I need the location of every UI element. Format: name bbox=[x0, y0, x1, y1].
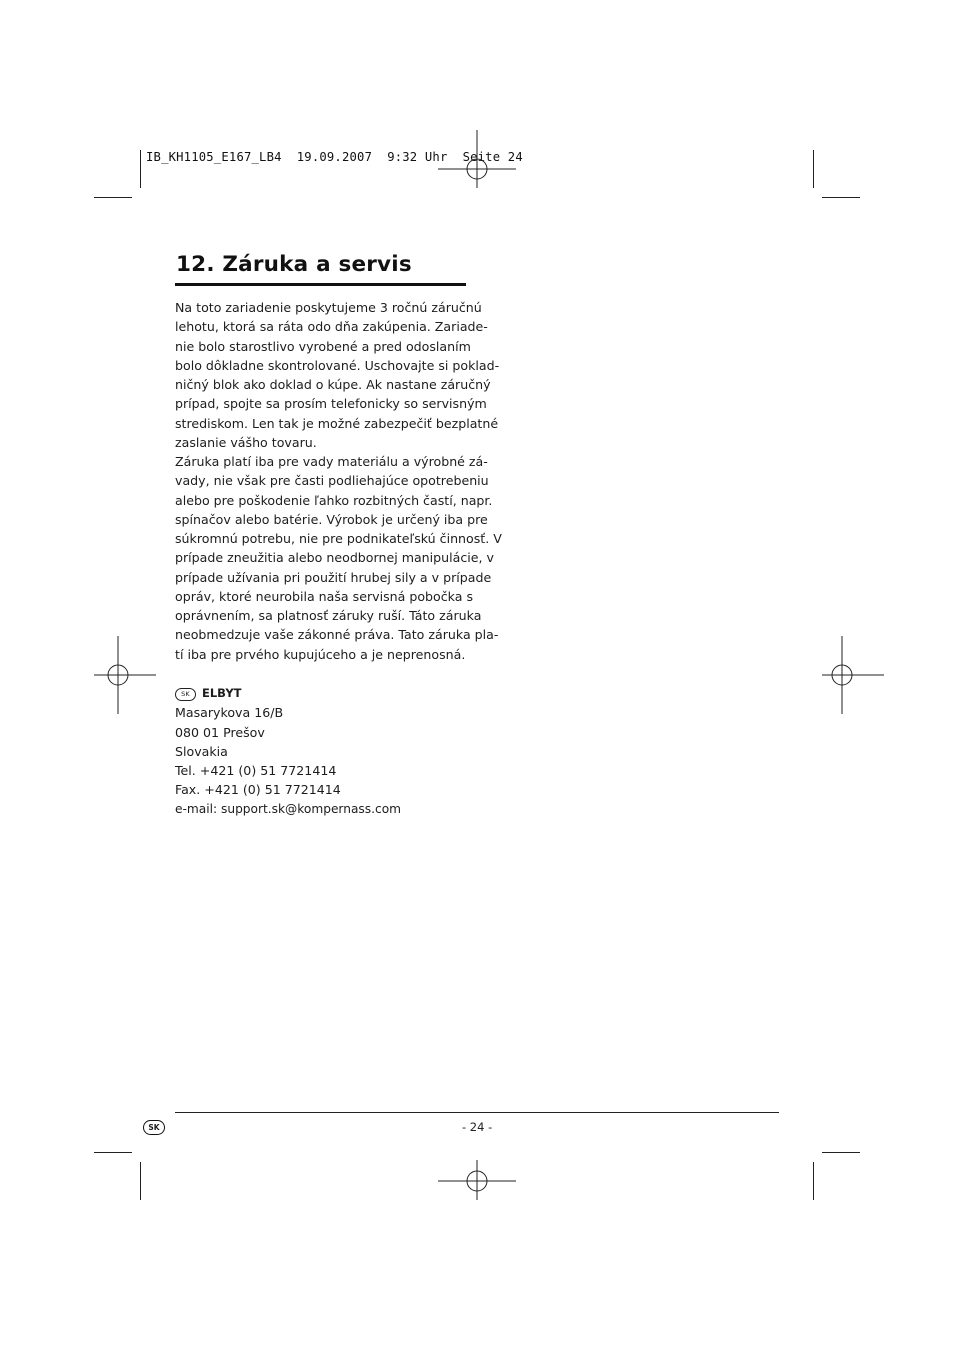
section-heading: 12. Záruka a servis bbox=[176, 252, 412, 277]
crop-mark-bottom-right-horizontal bbox=[822, 1152, 860, 1153]
page-number: - 24 - bbox=[462, 1120, 493, 1134]
crop-mark-top-right-horizontal bbox=[822, 197, 860, 198]
crop-mark-top-right-vertical bbox=[813, 150, 814, 188]
warranty-line: nie bolo starostlivo vyrobené a pred odoslaním bbox=[175, 338, 471, 354]
fax-number: Fax. +421 (0) 51 7721414 bbox=[175, 782, 341, 798]
phone-number: Tel. +421 (0) 51 7721414 bbox=[175, 763, 337, 779]
warranty-line: Záruka platí iba pre vady materiálu a výrobné zá- bbox=[175, 454, 488, 469]
crop-mark-top-left-horizontal bbox=[94, 197, 132, 198]
warranty-line: prípad, spojte sa prosím telefonicky so servisným bbox=[175, 396, 487, 412]
footer-rule bbox=[175, 1112, 779, 1113]
company-name: ELBYT bbox=[202, 686, 242, 700]
email-address: e-mail: support.sk@kompernass.com bbox=[175, 801, 402, 816]
service-address bbox=[175, 683, 401, 819]
crop-mark-bottom-left-vertical bbox=[140, 1162, 141, 1200]
registration-mark-right-icon bbox=[822, 636, 884, 714]
warranty-line: zaslanie vášho tovaru. bbox=[175, 434, 317, 450]
address-city: 080 01 Prešov bbox=[175, 724, 265, 740]
crop-mark-bottom-left-horizontal bbox=[94, 1152, 132, 1153]
country-badge: SK bbox=[175, 688, 196, 701]
warranty-line: spínačov alebo batérie. Výrobok je určený iba pre bbox=[175, 511, 488, 527]
warranty-line: alebo pre poškodenie ľahko rozbitných častí, napr. bbox=[175, 492, 493, 508]
warranty-line: ničný blok ako doklad o kúpe. Ak nastane záručný bbox=[175, 377, 491, 392]
printer-slug: IB_KH1105_E167_LB4 19.09.2007 9:32 Uhr Seite 24 bbox=[146, 150, 523, 164]
address-country: Slovakia bbox=[175, 743, 228, 759]
warranty-line: Na toto zariadenie poskytujeme 3 ročnú záručnú bbox=[175, 300, 482, 315]
warranty-line: prípade zneužitia alebo neodbornej manipulácie, v bbox=[175, 550, 494, 566]
crop-mark-bottom-right-vertical bbox=[813, 1162, 814, 1200]
address-street: Masarykova 16/B bbox=[175, 705, 284, 721]
service-company-line bbox=[175, 683, 401, 703]
warranty-line: lehotu, ktorá sa ráta odo dňa zakúpenia. Zariade- bbox=[175, 319, 488, 335]
heading-underline bbox=[175, 283, 466, 286]
warranty-line: neobmedzuje vaše zákonné práva. Tato záruka pla- bbox=[175, 627, 499, 643]
warranty-line: opráv, ktoré neurobila naša servisná pobočka s bbox=[175, 588, 474, 604]
registration-mark-left-icon bbox=[94, 636, 156, 714]
crop-mark-top-left-vertical bbox=[140, 150, 141, 188]
registration-mark-bottom-icon bbox=[438, 1160, 516, 1200]
warranty-line: strediskom. Len tak je možné zabezpečiť bezplatné bbox=[175, 415, 499, 431]
footer-country-badge: SK bbox=[143, 1120, 165, 1135]
warranty-line: súkromnú potrebu, nie pre podnikateľskú činnosť. V bbox=[175, 531, 502, 546]
warranty-text bbox=[175, 298, 502, 664]
warranty-line: tí iba pre prvého kupujúceho a je neprenosná. bbox=[175, 646, 466, 662]
warranty-line: vady, nie však pre časti podliehajúce opotrebeniu bbox=[175, 473, 489, 489]
warranty-line: prípade užívania pri použití hrubej sily a v prípade bbox=[175, 569, 492, 585]
warranty-line: oprávnením, sa platnosť záruky ruší. Táto záruka bbox=[175, 608, 482, 623]
registration-mark-top-icon bbox=[438, 130, 516, 208]
warranty-line: bolo dôkladne skontrolované. Uschovajte si poklad- bbox=[175, 357, 500, 373]
